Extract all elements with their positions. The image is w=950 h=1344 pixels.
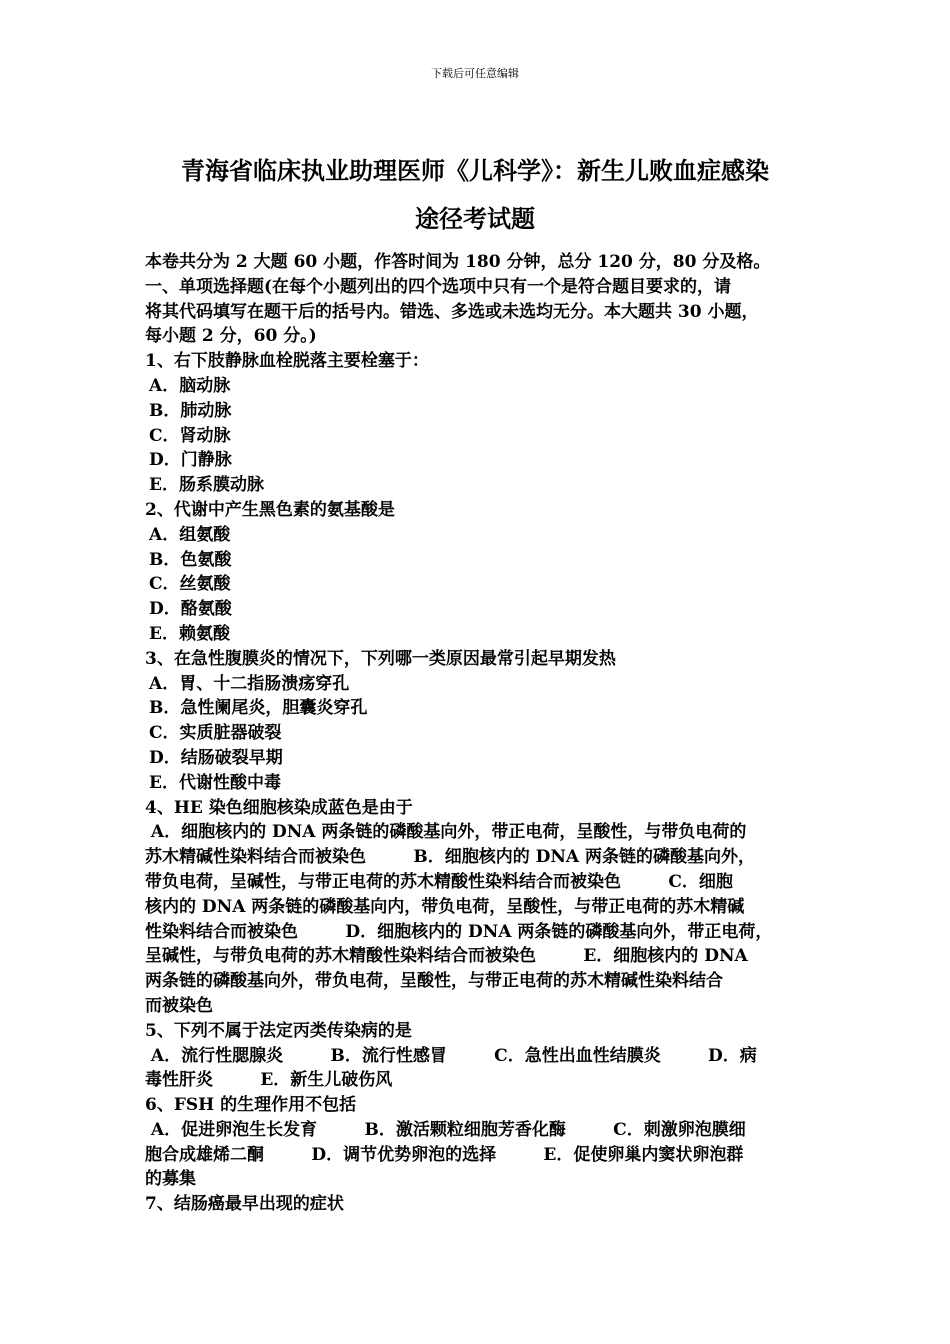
question-6-stem: 6、FSH 的生理作用不包括 xyxy=(145,1095,357,1116)
question-1-option-a: A．脑动脉 xyxy=(149,375,231,396)
question-4-options-line: A．细胞核内的 DNA 两条链的磷酸基向外，带正电荷，呈酸性，与带负电荷的 xyxy=(145,822,747,843)
question-4-options-line: 带负电荷，呈碱性，与带正电荷的苏木精酸性染料结合而被染色 C．细胞 xyxy=(145,871,733,892)
question-6-options-line: 的募集 xyxy=(145,1169,196,1190)
question-5-options-line: 毒性肝炎 E．新生儿破伤风 xyxy=(145,1070,393,1091)
question-3-option-c: C．实质脏器破裂 xyxy=(149,723,282,744)
section-instruction-line: 每小题 2 分，60 分。) xyxy=(145,326,317,347)
question-3-option-a: A．胃、十二指肠溃疡穿孔 xyxy=(149,673,350,694)
page-title-line-1: 青海省临床执业助理医师《儿科学》：新生儿败血症感染 xyxy=(181,157,769,185)
question-1-option-c: C．肾动脉 xyxy=(149,425,231,446)
header-note: 下载后可任意编辑 xyxy=(431,67,519,80)
exam-content xyxy=(145,250,825,1217)
question-1-option-b: B．肺动脉 xyxy=(149,400,232,421)
section-instruction-line: 一、单项选择题(在每个小题列出的四个选项中只有一个是符合题目要求的，请 xyxy=(145,276,732,297)
question-1-option-d: D．门静脉 xyxy=(149,450,232,471)
question-5-stem: 5、下列不属于法定丙类传染病的是 xyxy=(145,1020,412,1041)
question-3-option-e: E．代谢性酸中毒 xyxy=(149,772,281,793)
question-4-options-line: 两条链的磷酸基向外，带负电荷，呈酸性，与带正电荷的苏木精碱性染料结合 xyxy=(145,971,723,992)
question-2-stem: 2、代谢中产生黑色素的氨基酸是 xyxy=(145,499,395,520)
question-3-option-d: D．结肠破裂早期 xyxy=(149,747,283,768)
exam-summary: 本卷共分为 2 大题 60 小题，作答时间为 180 分钟，总分 120 分，80 分及格。 xyxy=(145,252,771,272)
question-5-options-line: A．流行性腮腺炎 B．流行性感冒 C．急性出血性结膜炎 D．病 xyxy=(145,1045,757,1066)
question-6-options-line: 胞合成雄烯二酮 D．调节优势卵泡的选择 E．促使卵巢内窦状卵泡群 xyxy=(145,1144,744,1165)
question-6-options-line: A．促进卵泡生长发育 B．激活颗粒细胞芳香化酶 C．刺激卵泡膜细 xyxy=(145,1119,746,1140)
question-4-options-line: 苏木精碱性染料结合而被染色 B．细胞核内的 DNA 两条链的磷酸基向外， xyxy=(145,847,756,868)
question-2-option-b: B．色氨酸 xyxy=(149,549,232,570)
question-4-options-line: 而被染色 xyxy=(145,995,213,1016)
question-3-stem: 3、在急性腹膜炎的情况下，下列哪一类原因最常引起早期发热 xyxy=(145,648,616,669)
question-4-options-line: 核内的 DNA 两条链的磷酸基向内，带负电荷，呈酸性，与带正电荷的苏木精碱 xyxy=(145,896,745,917)
question-2-option-c: C．丝氨酸 xyxy=(149,574,231,595)
question-4-stem: 4、HE 染色细胞核染成蓝色是由于 xyxy=(145,797,413,818)
question-7-stem: 7、结肠癌最早出现的症状 xyxy=(145,1194,344,1215)
question-4-options-line: 呈碱性，与带负电荷的苏木精酸性染料结合而被染色 E．细胞核内的 DNA xyxy=(145,946,748,967)
question-1-option-e: E．肠系膜动脉 xyxy=(149,475,264,496)
question-2-option-d: D．酪氨酸 xyxy=(149,599,232,620)
section-instruction-line: 将其代码填写在题干后的括号内。错选、多选或未选均无分。本大题共 30 小题， xyxy=(145,301,759,322)
question-2-option-e: E．赖氨酸 xyxy=(149,623,230,644)
question-4-options-line: 性染料结合而被染色 D．细胞核内的 DNA 两条链的磷酸基向外，带正电荷， xyxy=(145,921,773,942)
question-1-stem: 1、右下肢静脉血栓脱落主要栓塞于： xyxy=(145,351,429,372)
page-title-line-2: 途径考试题 xyxy=(415,205,535,233)
question-2-option-a: A．组氨酸 xyxy=(149,524,231,545)
question-3-option-b: B．急性阑尾炎，胆囊炎穿孔 xyxy=(149,698,368,719)
